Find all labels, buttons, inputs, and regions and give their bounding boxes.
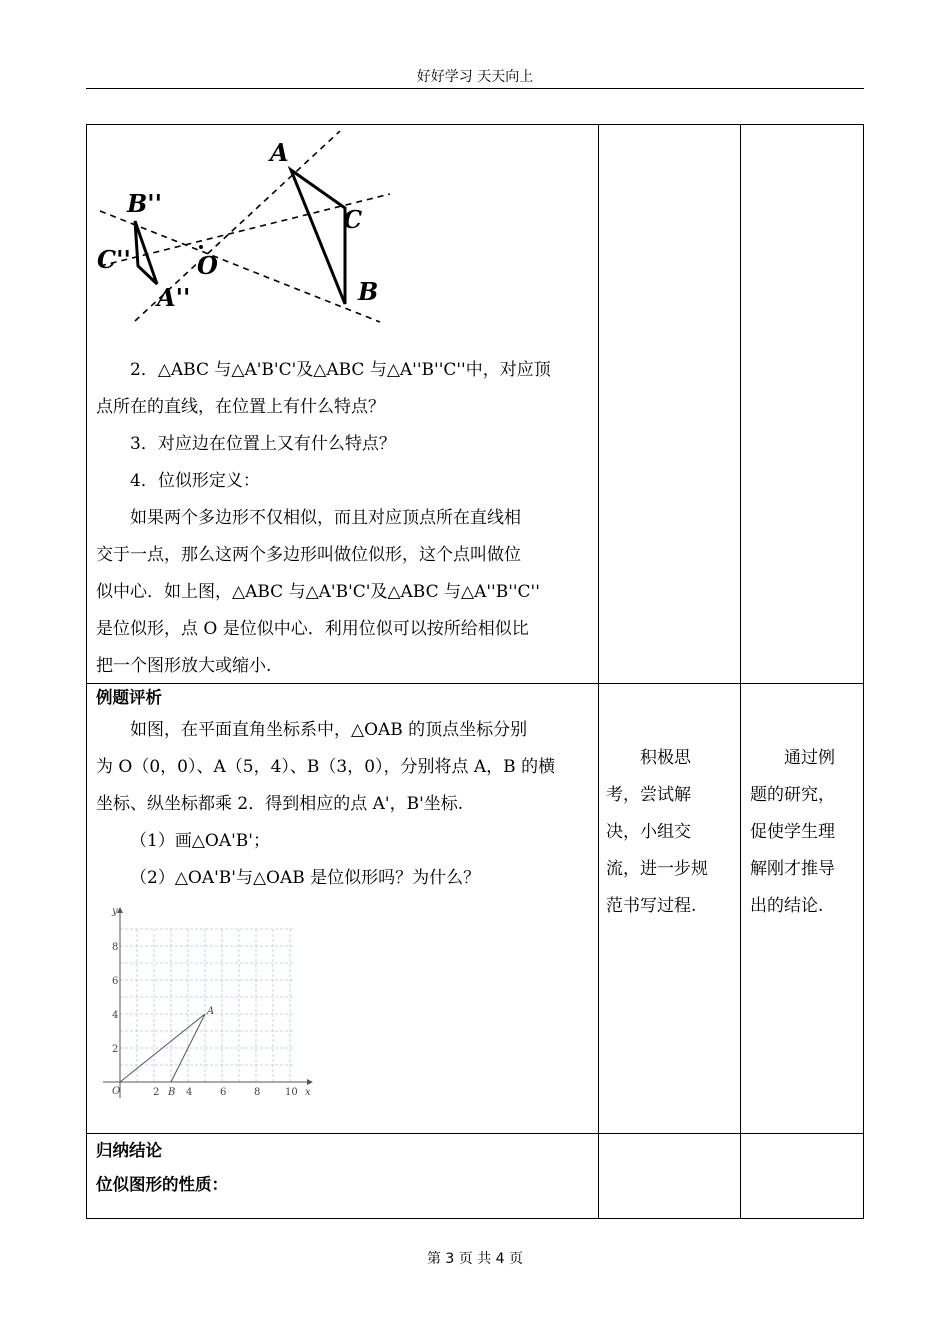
table-col-divider-1 [598, 124, 599, 1219]
example-line2: 为 O（0，0）、A（5，4）、B（3，0），分别将点 A，B 的横 [96, 757, 556, 777]
label-C2: C'' [97, 245, 131, 274]
y-tick-8: 8 [112, 942, 119, 953]
homothety-figure-svg [95, 126, 393, 340]
col3-line4: 解刚才推导 [750, 859, 835, 879]
col3-line5: 出的结论. [750, 896, 824, 916]
label-B2: B'' [127, 189, 162, 218]
x-axis-label: x [305, 1087, 311, 1098]
example-line3: 坐标、纵坐标都乘 2．得到相应的点 A'，B'坐标. [96, 794, 464, 814]
y-axis-label: y [112, 906, 118, 917]
example-item1: （1）画△OA'B'； [130, 831, 270, 851]
point-A-label: A [207, 1006, 215, 1017]
question-2-line2: 点所在的直线，在位置上有什么特点？ [96, 397, 385, 417]
coordinate-graph-svg [98, 900, 328, 1105]
section3-title: 归纳结论 [96, 1141, 162, 1160]
table-col-divider-2 [740, 124, 741, 1219]
definition-line4: 是位似形，点 O 是位似中心．利用位似可以按所给相似比 [96, 619, 529, 639]
definition-line2: 交于一点，那么这两个多边形叫做位似形，这个点叫做位 [96, 545, 521, 565]
y-tick-2: 2 [112, 1044, 119, 1055]
label-B: B [358, 277, 379, 306]
question-3: 3．对应边在位置上又有什么特点？ [130, 434, 396, 454]
section2-col3 [750, 740, 860, 925]
coordinate-graph [98, 900, 328, 1105]
section1-text [96, 352, 594, 685]
page-footer [0, 1248, 950, 1268]
question-2-line1: 2．△ABC 与△A'B'C'及△ABC 与△A''B''C''中，对应顶 [130, 360, 551, 380]
question-4: 4．位似形定义： [130, 471, 260, 491]
x-tick-6: 6 [220, 1087, 227, 1098]
label-A2: A'' [157, 283, 191, 312]
footer-text: 第 3 页 共 4 页 [426, 1251, 524, 1267]
col2-line5: 范书写过程. [606, 896, 697, 916]
x-tick-8: 8 [254, 1087, 261, 1098]
section3-subtitle: 位似图形的性质： [96, 1175, 228, 1194]
col3-line2: 题的研究， [750, 785, 835, 805]
col2-line1: 积极思 [640, 748, 691, 768]
col2-line2: 考，尝试解 [606, 785, 691, 805]
x-tick-4: 4 [186, 1087, 193, 1098]
origin-label: O [112, 1086, 121, 1097]
example-line1: 如图，在平面直角坐标系中，△OAB 的顶点坐标分别 [130, 720, 528, 740]
table-border-bottom [86, 1218, 864, 1219]
section2-title: 例题评析 [96, 688, 162, 707]
y-tick-4: 4 [112, 1010, 119, 1021]
point-B-label: B [168, 1087, 176, 1098]
label-C: C [343, 205, 363, 234]
section2-col2 [606, 740, 734, 925]
definition-line1: 如果两个多边形不仅相似，而且对应顶点所在直线相 [130, 508, 521, 528]
homothety-figure [95, 126, 393, 340]
table-border-right [863, 124, 864, 1219]
example-item2: （2）△OA'B'与△OAB 是位似形吗？为什么？ [130, 868, 481, 888]
col2-line3: 决，小组交 [606, 822, 691, 842]
y-tick-6: 6 [112, 976, 119, 987]
col3-line3: 促使学生理 [750, 822, 835, 842]
definition-line5: 把一个图形放大或缩小. [96, 656, 272, 676]
x-tick-2: 2 [153, 1087, 160, 1098]
label-O: O [197, 251, 218, 280]
section3-text [96, 1134, 594, 1202]
table-border-left [86, 124, 87, 1219]
page-header [86, 66, 864, 89]
section2-text [96, 684, 594, 897]
header-text: 好好学习 天天向上 [416, 69, 534, 85]
col3-line1: 通过例 [784, 748, 835, 768]
table-border-top [86, 124, 864, 125]
label-A: A [270, 138, 289, 167]
col2-line4: 流，进一步规 [606, 859, 708, 879]
definition-line3: 似中心．如上图，△ABC 与△A'B'C'及△ABC 与△A''B''C'' [96, 582, 540, 602]
x-tick-10: 10 [285, 1087, 298, 1098]
